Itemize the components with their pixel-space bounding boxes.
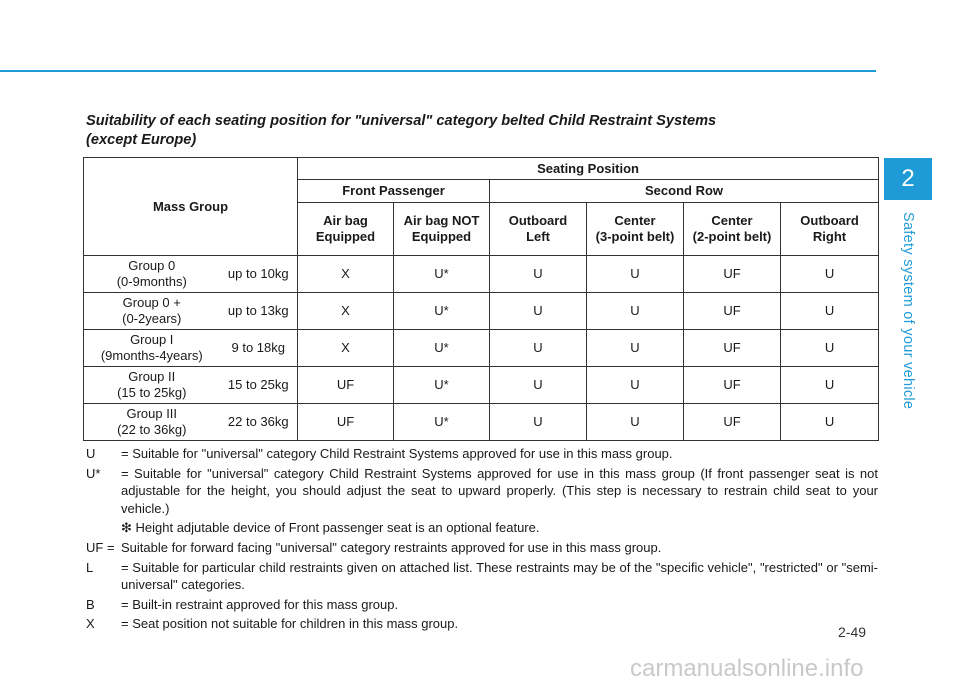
- value-cell: UF: [298, 404, 394, 441]
- value-cell: X: [298, 293, 394, 330]
- value-cell: UF: [684, 367, 781, 404]
- page-number: 2-49: [838, 624, 867, 640]
- value-cell: UF: [298, 367, 394, 404]
- col-header-line1: Air bag: [323, 213, 368, 228]
- value-cell: U: [781, 330, 879, 367]
- group-cell: [84, 293, 220, 330]
- note-text: = Suitable for "universal" category Child Restraint Systems approved for use in this mass group.: [121, 446, 673, 461]
- header-rule: [0, 70, 876, 72]
- section-title-line1: Suitability of each seating position for "universal" category belted Child Restraint Systems: [86, 113, 717, 129]
- value-cell: UF: [684, 404, 781, 441]
- value-cell: U*: [394, 404, 490, 441]
- note-u-star: [86, 465, 878, 518]
- table-row: [84, 256, 879, 293]
- section-title: [86, 112, 866, 150]
- group-name: Group III: [126, 406, 178, 421]
- weight-cell: 22 to 36kg: [220, 404, 298, 441]
- note-code: UF =: [86, 539, 115, 555]
- group-name: Group 0: [128, 258, 176, 273]
- col-header-line1: Outboard: [800, 213, 859, 228]
- table-row: [84, 404, 879, 441]
- value-cell: U: [587, 293, 684, 330]
- value-cell: U: [587, 367, 684, 404]
- second-row-header: Second Row: [490, 180, 879, 203]
- value-cell: X: [298, 256, 394, 293]
- note-code: U*: [86, 465, 101, 481]
- col-header-line2: (3-point belt): [595, 229, 675, 244]
- value-cell: U: [781, 256, 879, 293]
- col-header: [490, 203, 587, 256]
- col-header: [684, 203, 781, 256]
- col-header-line1: Center: [614, 213, 656, 228]
- note-l: [86, 559, 878, 594]
- note-code: L: [86, 559, 94, 575]
- note-u-star-sub: ❇ Height adjutable device of Front passenger seat is an optional feature.: [121, 520, 540, 536]
- value-cell: U*: [394, 293, 490, 330]
- group-cell: [84, 367, 220, 404]
- value-cell: UF: [684, 256, 781, 293]
- note-u: [86, 445, 878, 463]
- note-text: = Seat position not suitable for children in this mass group.: [121, 616, 459, 632]
- col-header-line2: Right: [812, 229, 847, 244]
- group-name: Group I: [130, 332, 174, 347]
- value-cell: U: [781, 404, 879, 441]
- note-code: U: [86, 446, 96, 461]
- group-age: (15 to 25kg): [117, 385, 187, 400]
- weight-cell: 9 to 18kg: [220, 330, 298, 367]
- group-name: Group 0 +: [122, 295, 181, 310]
- col-header: [394, 203, 490, 256]
- value-cell: U: [587, 256, 684, 293]
- table-row: [84, 293, 879, 330]
- value-cell: U: [587, 404, 684, 441]
- watermark: carmanualsonline.info: [630, 655, 864, 682]
- value-cell: UF: [684, 293, 781, 330]
- note-x: [86, 615, 878, 633]
- col-header: [781, 203, 879, 256]
- value-cell: U: [490, 367, 587, 404]
- suitability-table: [83, 157, 879, 441]
- value-cell: U: [490, 404, 587, 441]
- col-header-line1: Air bag NOT: [403, 213, 480, 228]
- group-cell: [84, 256, 220, 293]
- legend-notes: [86, 445, 878, 635]
- note-code: B: [86, 596, 95, 612]
- group-age: (22 to 36kg): [117, 422, 187, 437]
- col-header: [298, 203, 394, 256]
- front-passenger-header: Front Passenger: [298, 180, 490, 203]
- col-header-line2: Equipped: [315, 229, 376, 244]
- note-uf: [86, 539, 878, 557]
- value-cell: U*: [394, 330, 490, 367]
- group-name: Group II: [128, 369, 176, 384]
- value-cell: U*: [394, 367, 490, 404]
- chapter-label-text: Safety system of your vehicle: [900, 212, 916, 410]
- table-row: [84, 367, 879, 404]
- chapter-tab: 2: [884, 158, 932, 200]
- group-age: (0-2years): [122, 311, 182, 326]
- group-cell: [84, 330, 220, 367]
- group-age: (0-9months): [116, 274, 187, 289]
- col-header-line2: (2-point belt): [692, 229, 772, 244]
- weight-cell: up to 10kg: [220, 256, 298, 293]
- col-header-line2: Left: [526, 229, 550, 244]
- col-header-line2: Equipped: [411, 229, 472, 244]
- value-cell: U: [587, 330, 684, 367]
- value-cell: U*: [394, 256, 490, 293]
- weight-cell: up to 13kg: [220, 293, 298, 330]
- value-cell: U: [490, 256, 587, 293]
- seating-position-header: Seating Position: [298, 158, 879, 180]
- note-text: = Suitable for "universal" category Child Restraint Systems approved for use in this mass group (If front passenger seat is not adjustable for the height, you should adjust the seat to upward properly. (This step is necessary to restrain child seat to your vehicle.): [121, 465, 878, 516]
- mass-group-header: Mass Group: [84, 158, 298, 256]
- section-title-line2: (except Europe): [86, 132, 197, 148]
- value-cell: U: [781, 367, 879, 404]
- weight-cell: 15 to 25kg: [220, 367, 298, 404]
- table-row: [84, 330, 879, 367]
- col-header-line1: Outboard: [508, 213, 568, 228]
- note-text: Suitable for forward facing "universal" category restraints approved for use in this mass group.: [121, 539, 662, 555]
- note-text: = Built-in restraint approved for this mass group.: [121, 596, 399, 612]
- value-cell: U: [781, 293, 879, 330]
- value-cell: U: [490, 330, 587, 367]
- value-cell: UF: [684, 330, 781, 367]
- value-cell: X: [298, 330, 394, 367]
- note-text: = Suitable for particular child restraints given on attached list. These restraints may be of the "specific vehicle", "restricted" or "semi-universal" categories.: [121, 559, 878, 593]
- value-cell: U: [490, 293, 587, 330]
- group-cell: [84, 404, 220, 441]
- note-code: X: [86, 616, 95, 632]
- note-b: [86, 596, 878, 614]
- col-header: [587, 203, 684, 256]
- group-age: (9months-4years): [100, 348, 203, 363]
- col-header-line1: Center: [711, 213, 753, 228]
